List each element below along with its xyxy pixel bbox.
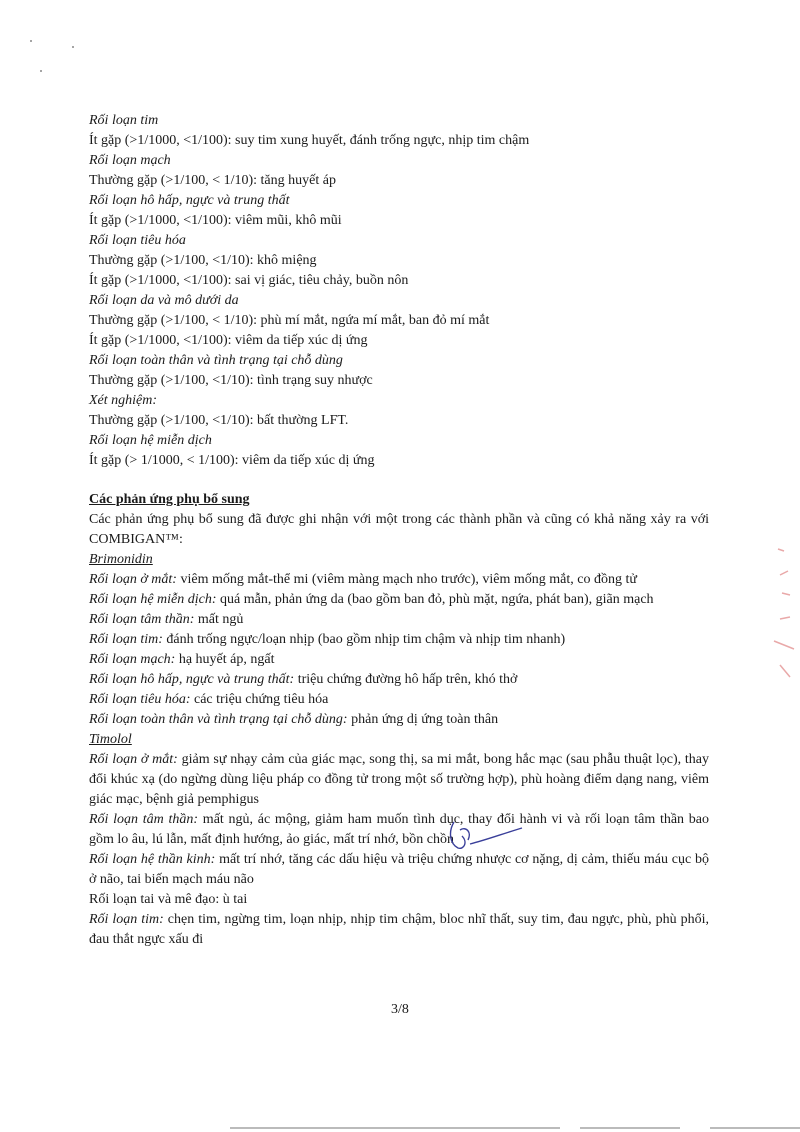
line-18: Ít gặp (> 1/1000, < 1/100): viêm da tiếp xúc dị ứng	[89, 453, 375, 468]
additional-reactions-section	[89, 490, 709, 950]
brimonidin-item	[89, 630, 709, 650]
adverse-reactions-list	[89, 111, 709, 471]
item-text: mất trí nhớ, tăng các dấu hiệu và triệu chứng nhược cơ nặng, dị cảm, thiếu máu cục bộ ở não, tai biến mạch máu não	[89, 852, 709, 887]
item-label: Rối loạn hệ thần kinh:	[89, 852, 216, 867]
line-17: Rối loạn hệ miễn dịch	[89, 433, 212, 448]
timolol-item	[89, 890, 709, 910]
page-number: 3/8	[391, 1002, 409, 1017]
item-text: quá mẫn, phản ứng da (bao gồm ban đỏ, phù mặt, ngứa, phát ban), giãn mạch	[216, 592, 654, 607]
item-text: chẹn tim, ngừng tim, loạn nhịp, nhịp tim chậm, bloc nhĩ thất, suy tim, đau ngực, phù, phù phổi, đau thắt ngực xấu đi	[89, 912, 709, 947]
brimonidin-item	[89, 590, 709, 610]
item-label: Rối loạn toàn thân và tình trạng tại chỗ dùng:	[89, 712, 348, 727]
item-label: Rối loạn hô hấp, ngực và trung thất:	[89, 672, 295, 687]
line-7: Rối loạn tiêu hóa	[89, 233, 186, 248]
item-label: Rối loạn mạch:	[89, 652, 176, 667]
timolol-item	[89, 750, 709, 810]
line-10: Rối loạn da và mô dưới da	[89, 293, 239, 308]
line-16: Thường gặp (>1/100, <1/10): bất thường LFT.	[89, 413, 349, 428]
item-label: Rối loạn ở mắt:	[89, 572, 177, 587]
line-11: Thường gặp (>1/100, < 1/10): phù mí mắt, ngứa mí mắt, ban đỏ mí mắt	[89, 313, 490, 328]
line-14: Thường gặp (>1/100, <1/10): tình trạng suy nhược	[89, 373, 373, 388]
section-heading: Các phản ứng phụ bổ sung	[89, 492, 250, 507]
brimonidin-item	[89, 610, 709, 630]
item-text: Rối loạn tai và mê đạo: ù tai	[89, 892, 248, 907]
line-2: Ít gặp (>1/1000, <1/100): suy tim xung huyết, đánh trống ngực, nhịp tim chậm	[89, 133, 530, 148]
line-9: Ít gặp (>1/1000, <1/100): sai vị giác, tiêu chảy, buồn nôn	[89, 273, 409, 288]
intro-paragraph: Các phản ứng phụ bổ sung đã được ghi nhận với một trong các thành phần và cũng có khả năng xảy ra với COMBIGAN™:	[89, 512, 709, 547]
item-text: viêm mống mắt-thể mi (viêm màng mạch nho trước), viêm mống mắt, co đồng tử	[176, 572, 637, 587]
brimonidin-item	[89, 690, 709, 710]
line-3: Rối loạn mạch	[89, 153, 171, 168]
item-label: Rối loạn tim:	[89, 912, 164, 927]
line-4: Thường gặp (>1/100, < 1/10): tăng huyết áp	[89, 173, 336, 188]
item-text: triệu chứng đường hô hấp trên, khó thở	[294, 672, 518, 687]
line-8: Thường gặp (>1/100, <1/10): khô miệng	[89, 253, 317, 268]
bottom-rule	[0, 1126, 800, 1130]
brimonidin-item	[89, 710, 709, 730]
timolol-item	[89, 850, 709, 890]
line-6: Ít gặp (>1/1000, <1/100): viêm mũi, khô mũi	[89, 213, 342, 228]
item-label: Rối loạn ở mắt:	[89, 752, 178, 767]
item-label: Rối loạn hệ miễn dịch:	[89, 592, 217, 607]
item-text: các triệu chứng tiêu hóa	[190, 692, 329, 707]
brimonidin-item	[89, 570, 709, 590]
brimonidin-item	[89, 670, 709, 690]
item-text: mất ngủ, ác mộng, giảm ham muốn tình dục, thay đổi hành vi và rối loạn tâm thần bao gồm lo âu, lú lẫn, mất định hướng, ảo giác, mất trí nhớ, bồn chồn	[89, 812, 709, 847]
drug-name-brimonidin: Brimonidin	[89, 552, 153, 567]
drug-name-timolol: Timolol	[89, 732, 132, 747]
line-5: Rối loạn hô hấp, ngực và trung thất	[89, 193, 290, 208]
item-text: mất ngủ	[194, 612, 244, 627]
line-1: Rối loạn tim	[89, 113, 159, 128]
item-label: Rối loạn tiêu hóa:	[89, 692, 191, 707]
partial-stamp	[760, 545, 800, 685]
item-label: Rối loạn tim:	[89, 632, 163, 647]
item-label: Rối loạn tâm thần:	[89, 812, 199, 827]
item-text: đánh trống ngực/loạn nhịp (bao gồm nhịp tim chậm và nhịp tim nhanh)	[162, 632, 566, 647]
line-15: Xét nghiệm:	[89, 393, 158, 408]
timolol-item	[89, 810, 709, 850]
item-text: giảm sự nhạy cảm của giác mạc, song thị, sa mi mắt, bong hắc mạc (sau phẫu thuật lọc), thay đổi khúc xạ (do ngừng dùng liệu pháp co đồng tử trong một số trường hợp), phù hoàng điểm dạng nang, viêm giác mạc, bệnh giả pemphigus	[89, 752, 709, 807]
item-text: phản ứng dị ứng toàn thân	[347, 712, 499, 727]
brimonidin-item	[89, 650, 709, 670]
item-label: Rối loạn tâm thần:	[89, 612, 195, 627]
item-text: hạ huyết áp, ngất	[175, 652, 275, 667]
line-12: Ít gặp (>1/1000, <1/100): viêm da tiếp xúc dị ứng	[89, 333, 368, 348]
line-13: Rối loạn toàn thân và tình trạng tại chỗ dùng	[89, 353, 343, 368]
timolol-item	[89, 910, 709, 950]
handwritten-signature	[440, 818, 530, 858]
